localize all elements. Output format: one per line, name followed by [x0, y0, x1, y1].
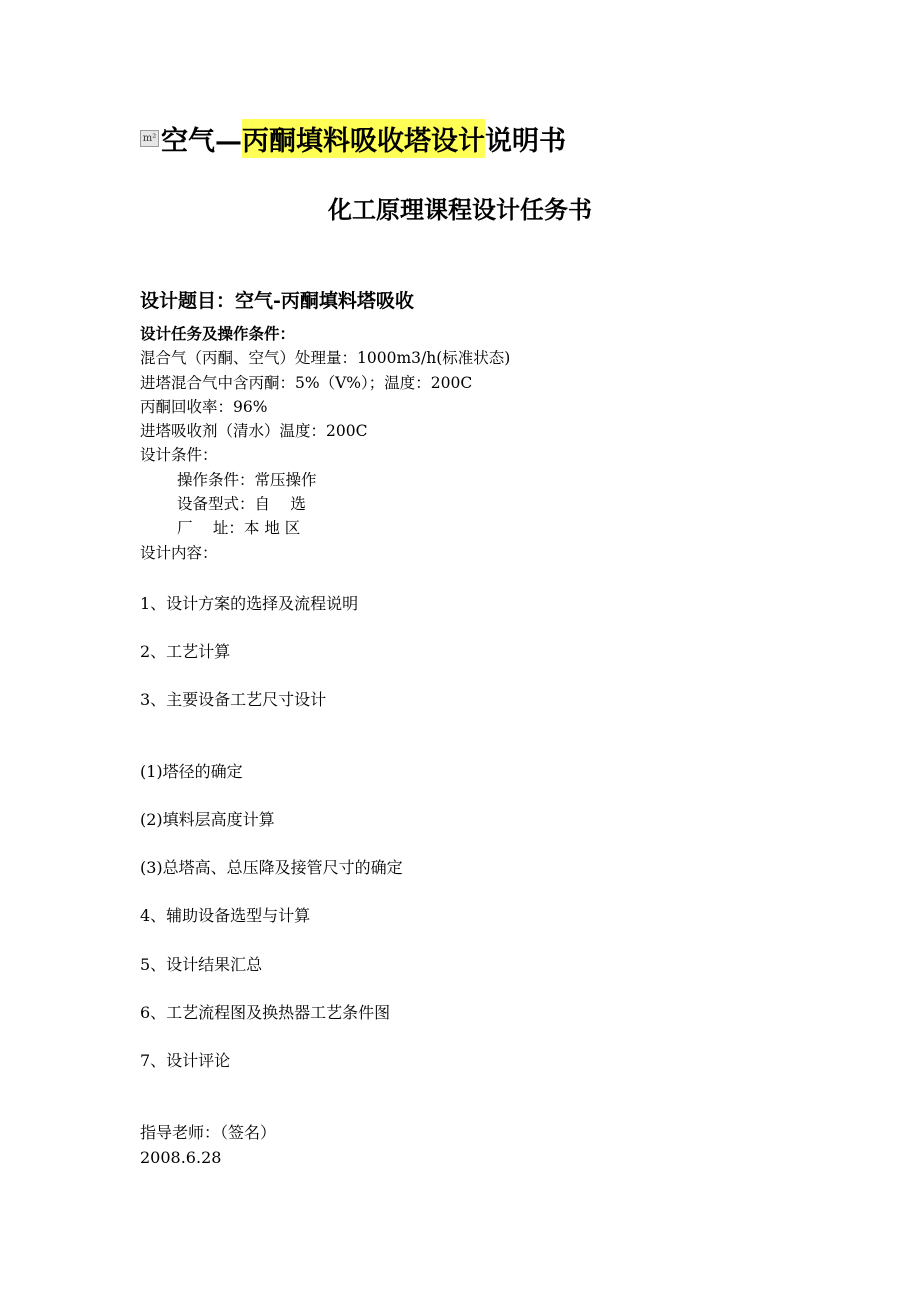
content-item: 4、辅助设备选型与计算 [140, 906, 311, 925]
conditions-block [140, 322, 510, 565]
title-prefix: 空气— [161, 125, 242, 157]
title-suffix: 说明书 [485, 125, 566, 157]
condition-line: 混合气（丙酮、空气）处理量：1000m3/h(标准状态) [140, 349, 511, 368]
design-topic: 设计题目：空气-丙酮填料塔吸收 [140, 290, 414, 312]
condition-line: 进塔混合气中含丙酮：5%（V%）；温度：200C [140, 373, 473, 392]
condition-line: 进塔吸收剂（清水）温度：200C [140, 422, 368, 441]
condition-line: 丙酮回收率：96% [140, 397, 268, 416]
supervisor-signature: 指导老师：（签名） [140, 1123, 277, 1142]
conditions-heading: 设计任务及操作条件： [140, 324, 296, 343]
document-icon: m² [140, 130, 159, 147]
content-item: (3)总塔高、总压降及接管尺寸的确定 [140, 858, 403, 877]
content-item: 3、主要设备工艺尺寸设计 [140, 690, 327, 709]
content-item: (2)填料层高度计算 [140, 810, 275, 829]
content-item: 6、工艺流程图及换热器工艺条件图 [140, 1003, 391, 1022]
document-title [140, 118, 566, 158]
title-highlighted: 丙酮填料吸收塔设计 [242, 119, 485, 158]
design-condition-line: 设备型式：自 选 [177, 495, 306, 514]
content-item: (1)塔径的确定 [140, 762, 243, 781]
design-condition-line: 厂 址：本 地 区 [177, 519, 301, 538]
content-item: 2、工艺计算 [140, 642, 231, 661]
content-heading: 设计内容： [140, 543, 218, 562]
signature-block [140, 1120, 276, 1170]
content-item: 1、设计方案的选择及流程说明 [140, 594, 359, 613]
condition-line: 设计条件： [140, 446, 218, 465]
content-item: 5、设计结果汇总 [140, 955, 263, 974]
content-item: 7、设计评论 [140, 1051, 231, 1070]
design-condition-line: 操作条件：常压操作 [177, 470, 317, 489]
date: 2008.6.28 [140, 1148, 222, 1167]
subtitle: 化工原理课程设计任务书 [328, 195, 592, 224]
